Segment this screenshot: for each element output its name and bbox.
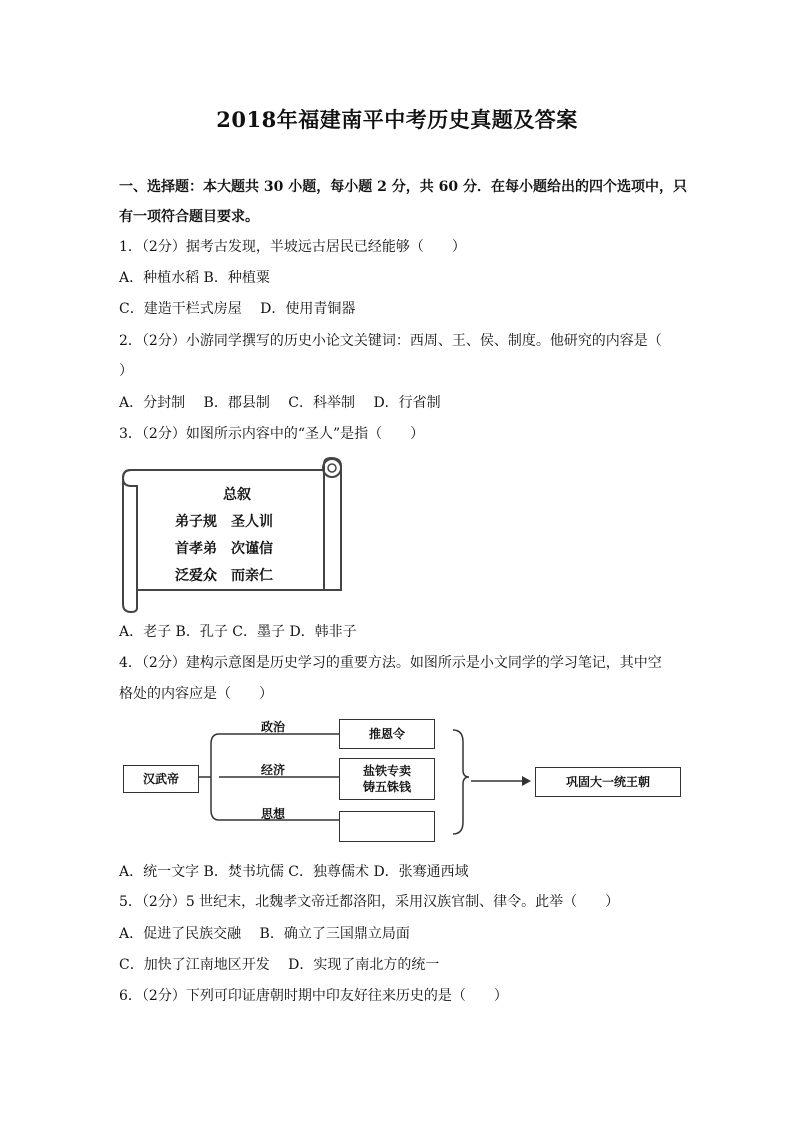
question-5-stem: 5．（2分）5 世纪末，北魏孝文帝迁都洛阳，采用汉族官制、律令。此举（ ） bbox=[119, 894, 620, 910]
question-5-options-line-1: A．促进了民族交融 B．确立了三国鼎立局面 bbox=[119, 926, 410, 942]
question-4-options: A．统一文字 B．焚书坑儒 C．独尊儒术 D．张骞通西域 bbox=[119, 864, 469, 880]
question-1-options-line-2: C．建造干栏式房屋 D．使用青铜器 bbox=[119, 301, 356, 317]
scroll-row-2: 首孝弟 次谨信 bbox=[175, 541, 273, 557]
branch-label-economy: 经济 bbox=[261, 763, 286, 777]
question-4-stem-cont: 格处的内容应是（ ） bbox=[119, 686, 273, 702]
box-politics: 推恩令 bbox=[339, 719, 435, 749]
question-1-stem: 1．（2分）据考古发现，半坡远古居民已经能够（ ） bbox=[119, 239, 466, 255]
result-box: 巩固大一统王朝 bbox=[535, 767, 681, 797]
scroll-figure bbox=[119, 456, 349, 614]
diagram-left-box: 汉武帝 bbox=[123, 765, 199, 793]
scroll-row-1: 弟子规 圣人训 bbox=[175, 514, 273, 530]
question-5-options-line-2: C．加快了江南地区开发 D．实现了南北方的统一 bbox=[119, 957, 440, 973]
question-1-options-line-1: A．种植水稻 B．种植粟 bbox=[119, 270, 270, 286]
question-2-options: A．分封制 B．郡县制 C．科举制 D．行省制 bbox=[119, 395, 441, 411]
box-thought-blank bbox=[339, 811, 435, 842]
question-2-stem: 2．（2分）小游同学撰写的历史小论文关键词：西周、王、侯、制度。他研究的内容是（ bbox=[119, 333, 662, 349]
question-3-stem: 3．（2分）如图所示内容中的“圣人”是指（ ） bbox=[119, 426, 425, 442]
section-header-line-1: 一、选择题：本大题共 30 小题，每小题 2 分，共 60 分．在每小题给出的四个选项中，只 bbox=[119, 179, 687, 195]
question-6-stem: 6．（2分）下列可印证唐朝时期中印友好往来历史的是（ ） bbox=[119, 988, 508, 1004]
page-title: 2018年福建南平中考历史真题及答案 bbox=[216, 107, 578, 132]
question-3-options: A．老子 B．孔子 C．墨子 D．韩非子 bbox=[119, 624, 357, 640]
question-2-stem-cont: ） bbox=[119, 363, 133, 379]
branch-label-thought: 思想 bbox=[261, 807, 286, 821]
box-economy: 盐铁专卖 铸五铢钱 bbox=[339, 758, 435, 800]
scroll-outline bbox=[119, 456, 349, 614]
scroll-row-3: 泛爱众 而亲仁 bbox=[175, 568, 273, 584]
concept-diagram bbox=[119, 714, 689, 844]
branch-label-politics: 政治 bbox=[261, 720, 286, 734]
section-header-line-2: 有一项符合题目要求。 bbox=[119, 209, 259, 225]
scroll-heading: 总叙 bbox=[223, 487, 251, 503]
question-4-stem: 4．（2分）建构示意图是历史学习的重要方法。如图所示是小文同学的学习笔记，其中空 bbox=[119, 655, 662, 671]
